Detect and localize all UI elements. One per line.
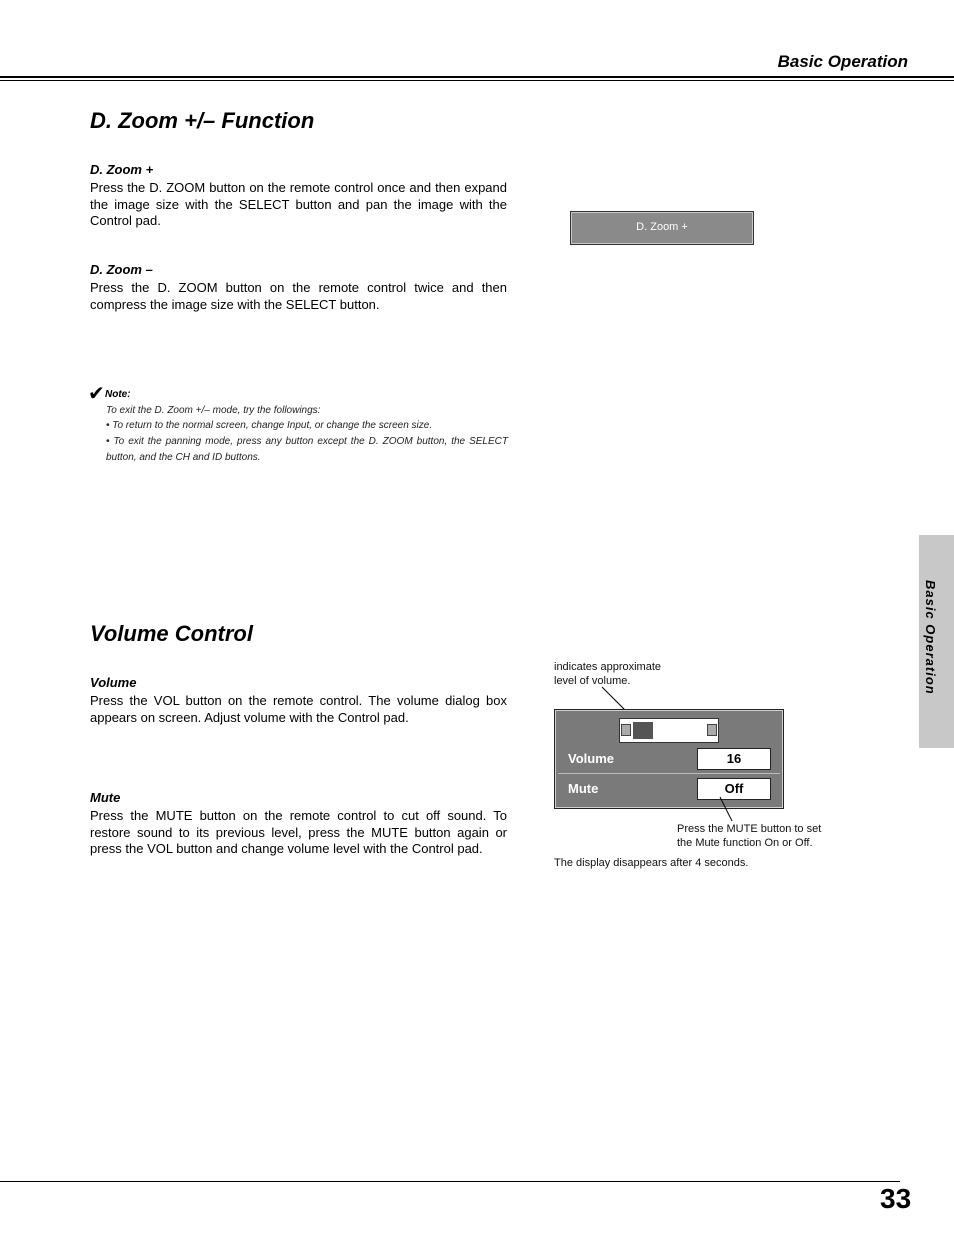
volume-level-fill <box>633 722 653 739</box>
page-number: 33 <box>880 1183 912 1214</box>
dzoom-minus-heading: D. Zoom – <box>90 262 153 277</box>
note-label: Note: <box>105 389 131 400</box>
arrow-left-icon <box>621 724 631 736</box>
dzoom-osd-label: D. Zoom + <box>636 221 688 233</box>
mute-text: Press the MUTE button on the remote control to cut off sound. To restore sound to its previous level, press the MUTE button again or press the VOL button and change volume level with the Control pad. <box>90 808 507 856</box>
note-intro: To exit the D. Zoom +/– mode, try the followings: <box>106 405 321 416</box>
note-check-icon: ✔ <box>88 383 105 405</box>
caption-level-line2: level of volume. <box>554 675 631 687</box>
volume-osd-label: Volume <box>568 751 614 766</box>
footer-rule <box>0 1181 900 1182</box>
dzoom-minus-text: Press the D. ZOOM button on the remote control twice and then compress the image size with the SELECT button. <box>90 280 507 312</box>
caption-mute-line2: the Mute function On or Off. <box>677 837 813 849</box>
caption-mute-line1: Press the MUTE button to set <box>677 823 822 835</box>
header-rule-thick <box>0 76 954 78</box>
osd-divider <box>558 773 780 774</box>
note-bullet: • To return to the normal screen, change Input, or change the screen size. <box>106 420 433 431</box>
volume-osd-value: 16 <box>697 748 771 770</box>
side-tab-label: Basic Operation <box>923 580 938 695</box>
side-tab <box>919 535 954 748</box>
caption-display-timeout: The display disappears after 4 seconds. <box>554 857 749 869</box>
note-bullet: • To exit the panning mode, press any button except the D. ZOOM button, the SELECT button, and the CH and ID buttons. <box>106 436 508 463</box>
mute-heading: Mute <box>90 790 121 805</box>
header-rule-thin <box>0 80 954 81</box>
volume-text: Press the VOL button on the remote control. The volume dialog box appears on screen. Adjust volume with the Control pad. <box>90 693 507 725</box>
mute-pointer-line <box>718 795 738 825</box>
dzoom-section-title: D. Zoom +/– Function <box>90 108 315 133</box>
dzoom-plus-text: Press the D. ZOOM button on the remote control once and then expand the image size with the SELECT button and pan the image with the Control pad. <box>90 180 507 228</box>
mute-osd-label: Mute <box>568 781 599 796</box>
volume-heading: Volume <box>90 675 137 690</box>
volume-section-title: Volume Control <box>90 621 253 646</box>
caption-level-line1: indicates approximate <box>554 661 662 673</box>
header-title: Basic Operation <box>777 52 908 71</box>
arrow-right-icon <box>707 724 717 736</box>
mute-osd-value: Off <box>697 778 771 800</box>
dzoom-osd-box <box>570 211 754 245</box>
dzoom-plus-heading: D. Zoom + <box>90 162 154 177</box>
